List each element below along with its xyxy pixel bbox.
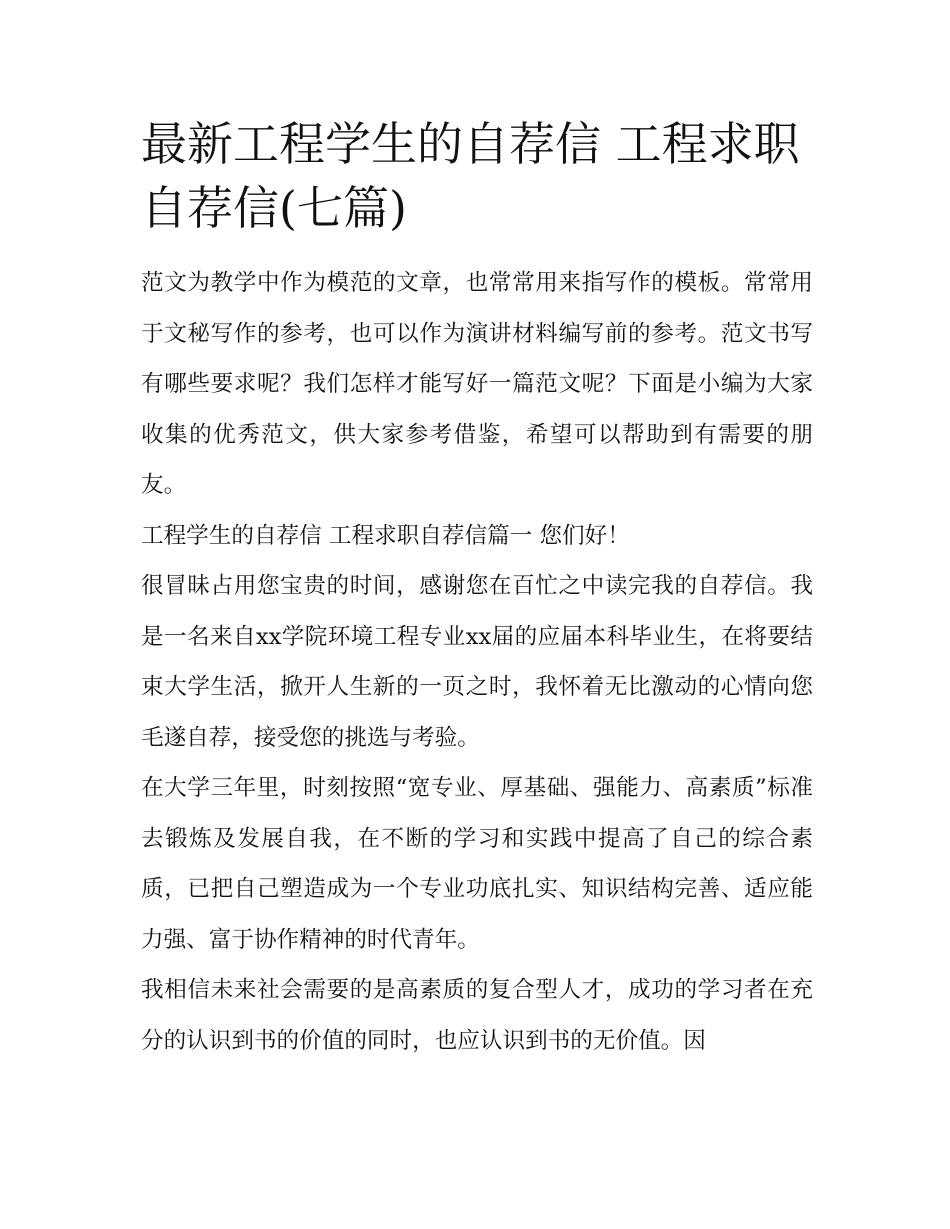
paragraph-future-outlook: 我相信未来社会需要的是高素质的复合型人才，成功的学习者在充分的认识到书的价值的同时，也应认识到书的无价值。因 xyxy=(141,977,813,1054)
paragraph-salutation: 工程学生的自荐信 工程求职自荐信篇一 您们好！ xyxy=(141,522,630,549)
paragraph-intro: 范文为教学中作为模范的文章，也常常用来指写作的模板。常常用于文秘写作的参考，也可以作为演讲材料编写前的参考。范文书写有哪些要求呢？我们怎样才能写好一篇范文呢？下面是小编为大家收集的优秀范文，供大家参考借鉴，希望可以帮助到有需要的朋友。 xyxy=(141,270,813,498)
document-body xyxy=(141,112,813,1066)
document-title: 最新工程学生的自荐信 工程求职自荐信(七篇) xyxy=(141,117,800,235)
paragraph-self-introduction: 很冒昧占用您宝贵的时间，感谢您在百忙之中读完我的自荐信。我是一名来自xx学院环境工程专业xx届的应届本科毕业生，在将要结束大学生活，掀开人生新的一页之时，我怀着无比激动的心情向您毛遂自荐，接受您的挑选与考验。 xyxy=(141,573,813,751)
paragraph-university-experience: 在大学三年里，时刻按照“宽专业、厚基础、强能力、高素质”标准去锻炼及发展自我，在不断的学习和实践中提高了自己的综合素质，已把自己塑造成为一个专业功底扎实、知识结构完善、适应能力强、富于协作精神的时代青年。 xyxy=(141,775,813,953)
